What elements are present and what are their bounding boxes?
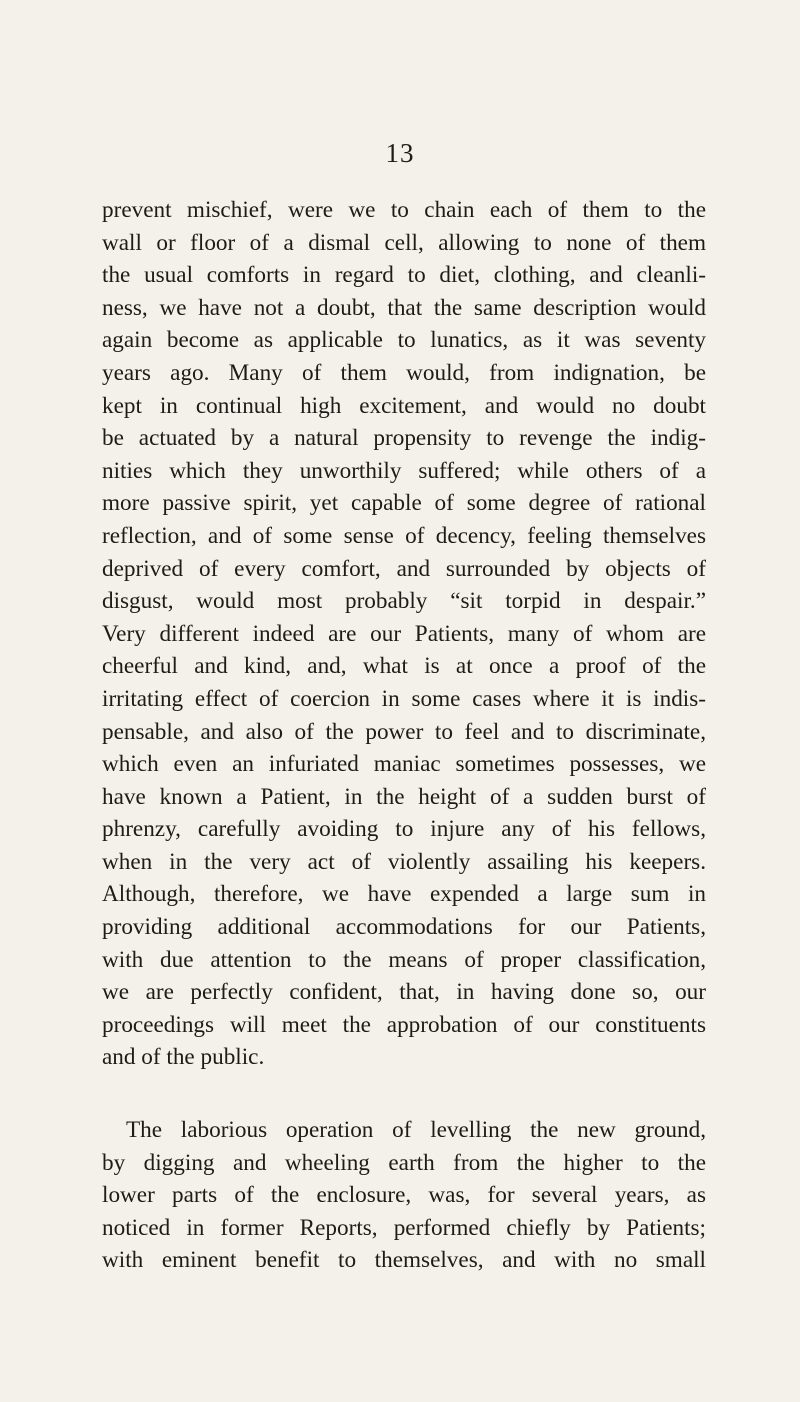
text-line: Although, therefore, we have expended a large sum in bbox=[102, 881, 706, 908]
text-line: Very different indeed are our Patients, many of whom are bbox=[102, 620, 706, 647]
text-line: which even an infuriated maniac sometimes possesses, we bbox=[102, 751, 706, 778]
paragraph-2 bbox=[102, 1114, 706, 1277]
text-line: nities which they unworthily suffered; while others of a bbox=[102, 457, 706, 484]
text-line: wall or floor of a dismal cell, allowing to none of them bbox=[102, 229, 706, 256]
text-line: noticed in former Reports, performed chiefly by Patients; bbox=[102, 1214, 706, 1241]
text-line: more passive spirit, yet capable of some degree of rational bbox=[102, 490, 706, 517]
text-line: The laborious operation of levelling the new ground, bbox=[126, 1117, 706, 1144]
text-line: cheerful and kind, and, what is at once a proof of the bbox=[102, 653, 706, 680]
text-line: and of the public. bbox=[102, 1044, 265, 1071]
text-line: reflection, and of some sense of decency, feeling themselves bbox=[102, 522, 706, 549]
text-line: providing additional accommodations for our Patients, bbox=[102, 914, 706, 941]
text-line: pensable, and also of the power to feel and to discriminate, bbox=[102, 718, 706, 745]
text-line: with due attention to the means of proper classification, bbox=[102, 946, 706, 973]
text-line: phrenzy, carefully avoiding to injure any of his fellows, bbox=[102, 816, 706, 843]
text-line: ness, we have not a doubt, that the same description would bbox=[102, 294, 706, 321]
text-line: years ago. Many of them would, from indignation, be bbox=[102, 359, 706, 386]
text-line: irritating effect of coercion in some cases where it is indis- bbox=[102, 685, 706, 712]
text-line: again become as applicable to lunatics, as it was seventy bbox=[102, 327, 706, 354]
paragraph-spacer bbox=[102, 1074, 706, 1114]
text-line: we are perfectly confident, that, in having done so, our bbox=[102, 979, 706, 1006]
text-line: the usual comforts in regard to diet, clothing, and cleanli- bbox=[102, 262, 706, 289]
text-line: disgust, would most probably “sit torpid in despair.” bbox=[102, 588, 706, 615]
text-line: deprived of every comfort, and surrounded by objects of bbox=[102, 555, 706, 582]
page-number: 13 bbox=[385, 138, 415, 168]
text-line: with eminent benefit to themselves, and with no small bbox=[102, 1247, 706, 1274]
text-line: proceedings will meet the approbation of our constituents bbox=[102, 1011, 706, 1038]
text-line: by digging and wheeling earth from the higher to the bbox=[102, 1149, 706, 1176]
text-line: when in the very act of violently assailing his keepers. bbox=[102, 848, 706, 875]
text-line: be actuated by a natural propensity to revenge the indig- bbox=[102, 425, 706, 452]
text-line: prevent mischief, were we to chain each of them to the bbox=[102, 197, 706, 223]
text-line: lower parts of the enclosure, was, for several years, as bbox=[102, 1182, 706, 1209]
body-text bbox=[102, 194, 706, 1277]
paragraph-1 bbox=[102, 194, 706, 1074]
text-line: kept in continual high excitement, and would no doubt bbox=[102, 392, 706, 419]
text-line: have known a Patient, in the height of a sudden burst of bbox=[102, 783, 706, 810]
